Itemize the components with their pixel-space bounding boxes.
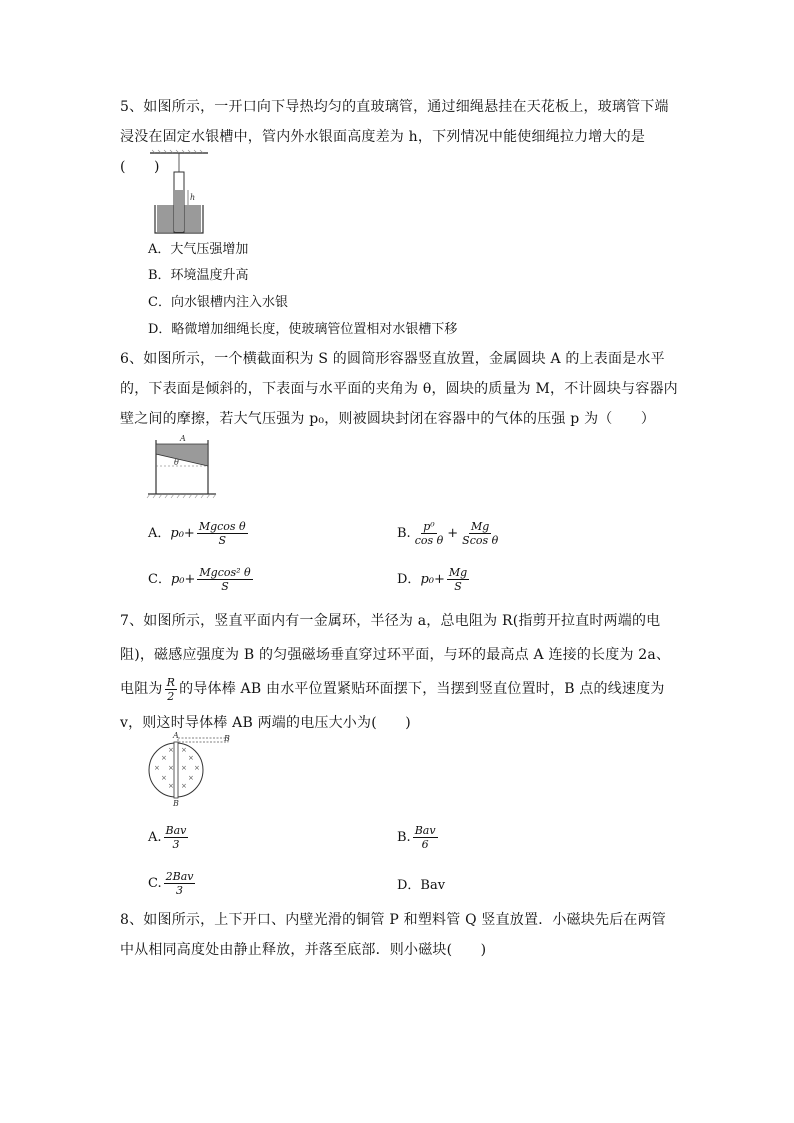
- q6-option-b-fraction-1: [413, 520, 446, 547]
- q6-option-a-numerator: Mgcos θ: [198, 520, 246, 533]
- q7-field-cross: ×: [188, 774, 194, 782]
- q7-field-cross: ×: [154, 764, 160, 772]
- q7-option-c-numerator: 2Bav: [165, 870, 194, 883]
- question-6-stem: 6、如图所示，一个横截面积为 S 的圆筒形容器竖直放置，金属圆块 A 的上表面是水平的，下表面是倾斜的，下表面与水平面的夹角为 θ，圆块的质量为 M，不计圆块与容器内壁之间的摩擦，若大气压强为 p₀，则被圆块封闭在容器中的气体的压强 p 为（ ）: [120, 351, 678, 427]
- q6-option-d-fraction: [447, 566, 469, 593]
- q7-option-b-fraction: [413, 824, 438, 851]
- q6-option-d-denominator: S: [454, 580, 462, 593]
- q6-figure-cylinder-piston: [148, 432, 218, 500]
- q7-field-cross: ×: [168, 782, 174, 790]
- q5-figure-mercury-trough: [150, 150, 210, 235]
- q6-option-d-lead: p₀+: [420, 571, 445, 587]
- q5-option-b: B．环境温度升高: [148, 268, 249, 283]
- q6-angle-label: θ: [174, 458, 179, 467]
- question-5-stem: 5、如图所示，一开口向下导热均匀的直玻璃管，通过细绳悬挂在天花板上，玻璃管下端浸没在固定水银槽中，管内外水银面高度差为 h，下列情况中能使细绳拉力增大的是( ): [120, 99, 669, 175]
- q7-field-cross: ×: [168, 764, 174, 772]
- q6-option-a-fraction: [197, 520, 248, 547]
- q7-field-cross: ×: [161, 754, 167, 762]
- q7-field-cross: ×: [188, 754, 194, 762]
- q6-option-a-lead: p₀+: [170, 525, 195, 541]
- q6-option-b: [397, 520, 502, 547]
- q7-figure-ring-magnetic-field: [148, 732, 238, 808]
- q7-resistance-denominator: 2: [167, 689, 175, 703]
- q7-option-a: [148, 824, 190, 851]
- q7-option-b-prefix: B.: [397, 829, 411, 845]
- q7-option-a-prefix: A.: [148, 829, 162, 845]
- q6-option-b-fraction-2: [460, 520, 500, 547]
- question-8-stem: 8、如图所示，上下开口、内壁光滑的铜管 P 和塑料管 Q 竖直放置．小磁块先后在两管中从相同高度处由静止释放，并落至底部．则小磁块( ): [120, 912, 667, 958]
- q7-option-c-fraction: [164, 870, 196, 897]
- q7-option-a-fraction: [164, 824, 189, 851]
- q6-option-a-prefix: A．: [148, 525, 171, 541]
- q7-field-cross: ×: [161, 774, 167, 782]
- q7-option-b: [397, 824, 440, 851]
- q7-field-cross: ×: [181, 746, 187, 754]
- q7-option-d: D．Bav: [397, 878, 446, 893]
- q7-text-part1: 7、如图所示，竖直平面内有一金属环，半径为 a，总电阻为 R(指剪开拉直时两端的电阻)，磁感应强度为 B 的匀强磁场垂直穿过环平面，与环的最高点 A 连接的长度为 2a、电阻为: [120, 613, 671, 697]
- q7-field-cross: ×: [168, 746, 174, 754]
- q7-option-c-prefix: C.: [148, 875, 162, 891]
- q6-option-b-numerator-2: Mg: [471, 520, 490, 533]
- q5-option-a: A．大气压强增加: [148, 242, 249, 257]
- question-7-stem: [120, 604, 680, 740]
- q6-option-a: [148, 520, 250, 547]
- q6-option-d: [397, 566, 471, 593]
- q6-option-b-plus: +: [447, 525, 459, 541]
- q7-point-a-label: A: [173, 731, 179, 740]
- q7-option-a-numerator: Bav: [165, 824, 187, 837]
- q7-resistance-numerator: R: [166, 675, 176, 689]
- q6-option-c-fraction: [197, 566, 252, 593]
- q5-option-d: D．略微增加细绳长度，使玻璃管位置相对水银槽下移: [148, 322, 458, 337]
- q6-option-c: [148, 566, 255, 593]
- q6-option-b-denominator-2: Scos θ: [462, 534, 499, 547]
- q6-option-b-denominator-1: cos θ: [414, 534, 444, 547]
- q7-point-b-top-label: B: [224, 734, 230, 743]
- q6-option-c-lead: p₀+: [170, 571, 196, 587]
- q7-option-b-denominator: 6: [421, 838, 429, 851]
- q7-option-c: [148, 870, 197, 897]
- q7-field-cross: ×: [181, 764, 187, 772]
- q6-option-b-prefix: B.: [397, 525, 411, 541]
- q7-field-cross: ×: [194, 764, 200, 772]
- q6-option-c-denominator: S: [221, 580, 229, 593]
- q6-option-a-denominator: S: [218, 534, 227, 547]
- q7-point-b-bottom-label: B: [173, 799, 179, 808]
- q6-block-label: A: [180, 434, 186, 443]
- q7-option-c-denominator: 3: [176, 884, 184, 897]
- q6-option-b-numerator-1: p⁰: [423, 520, 435, 533]
- q5-option-c: C．向水银槽内注入水银: [148, 295, 288, 310]
- q6-option-d-prefix: D．: [397, 571, 421, 587]
- q6-option-c-numerator: Mgcos² θ: [199, 566, 251, 579]
- q6-option-d-numerator: Mg: [448, 566, 468, 579]
- q7-option-a-denominator: 3: [172, 838, 180, 851]
- q7-field-cross: ×: [181, 782, 187, 790]
- q6-option-c-prefix: C．: [148, 571, 171, 587]
- q7-resistance-fraction: [165, 676, 177, 703]
- q5-height-label: h: [190, 193, 196, 202]
- q7-text-part2: 的导体棒 AB 由水平位置紧贴环面摆下，当摆到竖直位置时，B 点的线速度为 v，则这时导体棒 AB 两端的电压大小为( ): [120, 681, 665, 731]
- q7-option-b-numerator: Bav: [414, 824, 436, 837]
